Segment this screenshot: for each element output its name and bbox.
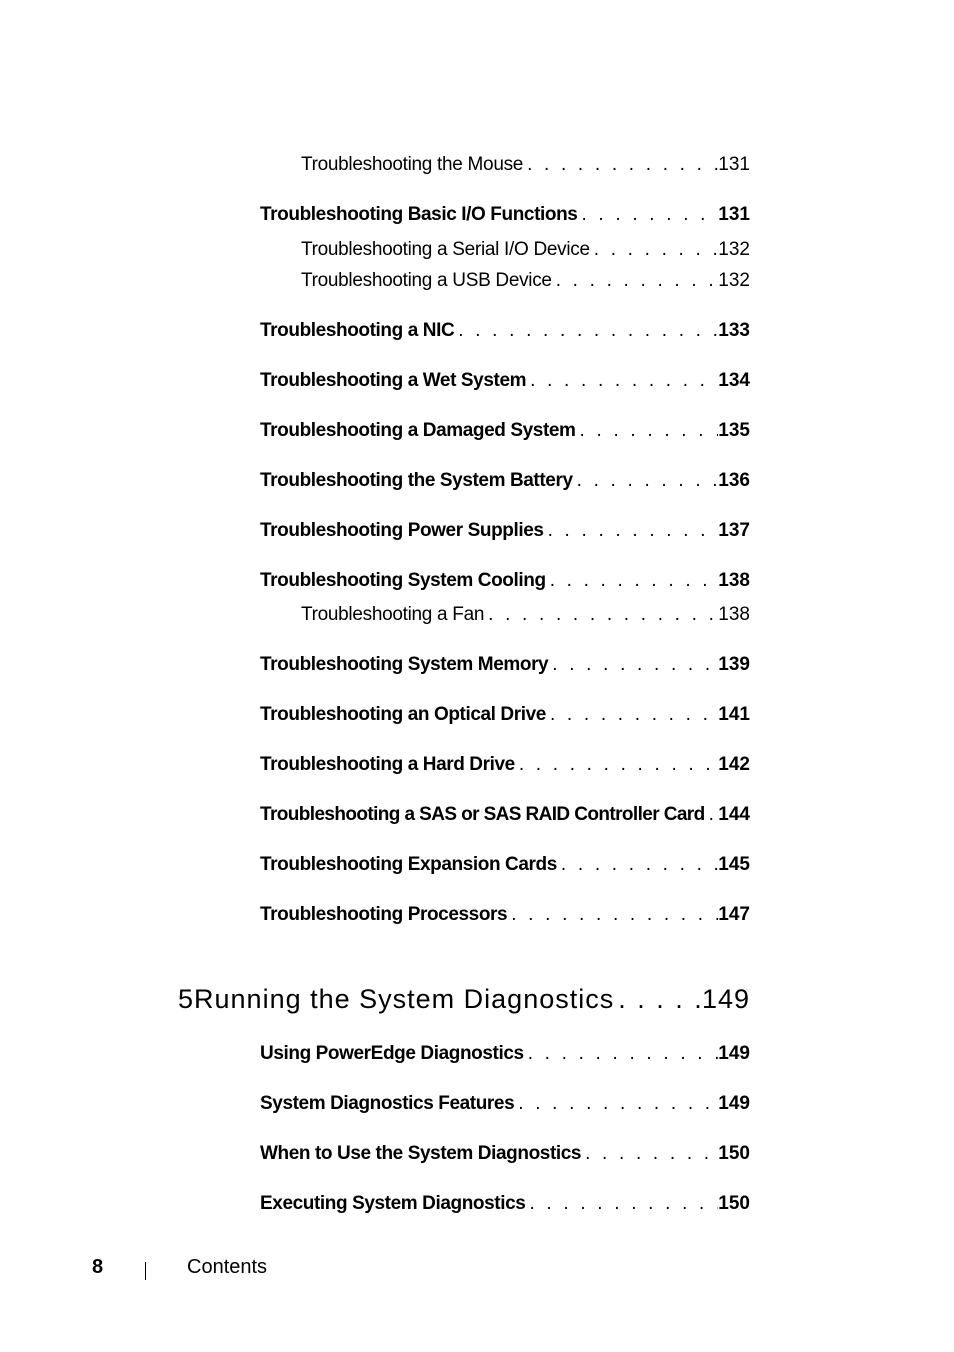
leader-dots <box>544 520 719 542</box>
toc-entry[interactable] <box>301 604 750 626</box>
toc-entry-page: 145 <box>718 854 750 875</box>
toc-entry-page: 149 <box>718 1043 750 1064</box>
leader-dots <box>548 654 718 676</box>
chapter-heading[interactable] <box>178 984 750 1015</box>
leader-dots <box>515 754 718 776</box>
chapter-page: 149 <box>701 984 750 1014</box>
toc-entry-title: Troubleshooting an Optical Drive <box>260 704 546 725</box>
toc-entry[interactable] <box>260 704 750 726</box>
toc-entry-page: 139 <box>718 654 750 675</box>
toc-entry-page: 149 <box>718 1093 750 1114</box>
leader-dots <box>546 704 718 726</box>
toc-entry[interactable] <box>260 1143 750 1165</box>
leader-dots <box>590 239 719 261</box>
page-number: 8 <box>92 1256 104 1278</box>
toc-entry-title: Troubleshooting Power Supplies <box>260 520 544 541</box>
toc-entry-page: 150 <box>718 1143 750 1164</box>
toc-entry[interactable] <box>260 420 750 442</box>
toc-entry-title: Troubleshooting a USB Device <box>301 270 552 291</box>
toc-entry[interactable] <box>260 904 750 926</box>
toc-entry-page: 141 <box>718 704 750 725</box>
toc-entry-page: 150 <box>718 1193 750 1214</box>
toc-entry[interactable] <box>301 239 750 261</box>
toc-entry-title: Troubleshooting System Memory <box>260 654 549 675</box>
chapter-title: Running the System Diagnostics <box>194 984 615 1014</box>
leader-dots <box>454 320 718 342</box>
toc-entry-page: 136 <box>718 470 750 491</box>
toc-entry-title: System Diagnostics Features <box>260 1093 515 1114</box>
toc-entry-title: Troubleshooting System Cooling <box>260 570 546 591</box>
footer-section-label: Contents <box>187 1256 268 1278</box>
leader-dots <box>526 370 718 392</box>
toc-entry[interactable] <box>260 520 750 542</box>
leader-dots <box>581 1143 718 1165</box>
toc-entry[interactable] <box>260 854 750 876</box>
toc-entry-title: When to Use the System Diagnostics <box>260 1143 582 1164</box>
toc-entry[interactable] <box>260 1193 750 1215</box>
toc-entry-page: 137 <box>718 520 750 541</box>
toc-entry-page: 132 <box>718 239 750 260</box>
toc-entry[interactable] <box>260 570 750 592</box>
toc-entry[interactable] <box>260 470 750 492</box>
toc-entry-title: Troubleshooting a NIC <box>260 320 455 341</box>
toc-entry-page: 132 <box>718 270 750 291</box>
toc-entry-page: 135 <box>718 420 750 441</box>
leader-dots <box>577 204 718 226</box>
leader-dots <box>614 984 702 1015</box>
toc-entry[interactable] <box>260 1043 750 1065</box>
leader-dots <box>507 904 718 926</box>
toc-entry-title: Troubleshooting a Damaged System <box>260 420 576 441</box>
toc-entry-title: Troubleshooting a Fan <box>301 604 485 625</box>
toc-entry[interactable] <box>301 154 750 176</box>
toc-entry-page: 134 <box>718 370 750 391</box>
leader-dots <box>524 1043 719 1065</box>
leader-dots <box>557 854 718 876</box>
toc-entry-title: Troubleshooting a Wet System <box>260 370 527 391</box>
toc-entry-page: 131 <box>718 154 750 175</box>
toc-entry-title: Troubleshooting a SAS or SAS RAID Controller Card <box>260 804 705 825</box>
toc-entry[interactable] <box>260 754 750 776</box>
leader-dots <box>573 470 719 492</box>
toc-entry-page: 133 <box>718 320 750 341</box>
toc-entry-title: Troubleshooting a Serial I/O Device <box>301 239 590 260</box>
toc-entry-title: Troubleshooting a Hard Drive <box>260 754 515 775</box>
toc-entry[interactable] <box>260 320 750 342</box>
toc-entry[interactable] <box>260 654 750 676</box>
toc-entry-page: 131 <box>718 204 750 225</box>
leader-dots <box>525 1193 718 1215</box>
toc-entry[interactable] <box>260 804 750 826</box>
toc-entry-title: Troubleshooting Basic I/O Functions <box>260 204 578 225</box>
toc-entry-title: Executing System Diagnostics <box>260 1193 526 1214</box>
leader-dots <box>576 420 719 442</box>
toc-entry-title: Troubleshooting the Mouse <box>301 154 524 175</box>
leader-dots <box>705 804 719 826</box>
toc-entry-page: 138 <box>718 570 750 591</box>
toc-entry-title: Troubleshooting Expansion Cards <box>260 854 557 875</box>
toc-entry-page: 147 <box>718 904 750 925</box>
leader-dots <box>523 154 718 176</box>
toc-entry-title: Using PowerEdge Diagnostics <box>260 1043 524 1064</box>
toc-entry[interactable] <box>301 270 750 292</box>
leader-dots <box>552 270 719 292</box>
toc-entry[interactable] <box>260 204 750 226</box>
toc-entry-title: Troubleshooting Processors <box>260 904 508 925</box>
leader-dots <box>484 604 718 626</box>
toc-entry-page: 142 <box>718 754 750 775</box>
leader-dots <box>546 570 719 592</box>
toc-entry-page: 144 <box>718 804 750 825</box>
chapter-number: 5 <box>178 984 195 1014</box>
leader-dots <box>514 1093 718 1115</box>
toc-entry[interactable] <box>260 370 750 392</box>
toc-entry[interactable] <box>260 1093 750 1115</box>
footer-divider <box>145 1262 146 1280</box>
toc-entry-title: Troubleshooting the System Battery <box>260 470 573 491</box>
toc-entry-page: 138 <box>718 604 750 625</box>
